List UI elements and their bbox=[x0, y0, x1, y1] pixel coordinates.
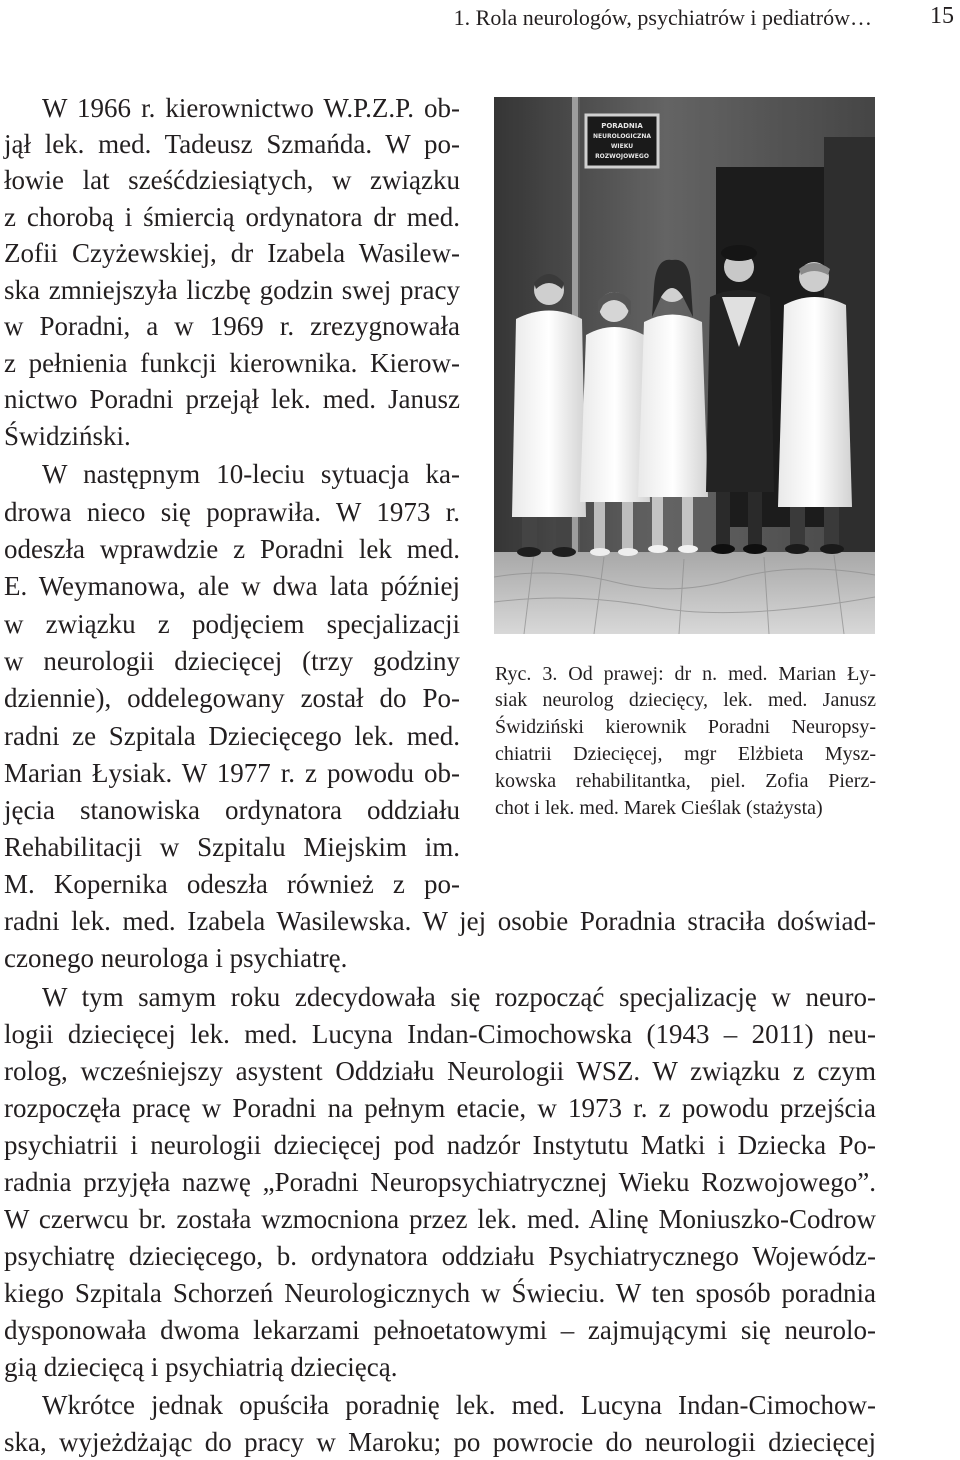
photo-illustration bbox=[494, 97, 875, 634]
text-line: drowa nieco się poprawiła. W 1973 r. bbox=[4, 497, 460, 527]
text-line: czonego neurologa i psychiatrę. bbox=[4, 943, 348, 973]
text-line: nictwo Poradni przejął lek. med. Janusz bbox=[4, 384, 460, 414]
caption-line: Świdziński kierownik Poradni Neuropsy- bbox=[495, 716, 876, 738]
text-line: radni lek. med. Izabela Wasilewska. W jej osobie Poradnia straciła doświad- bbox=[4, 906, 876, 936]
caption-line: kowska rehabilitantka, piel. Zofia Pierz- bbox=[495, 770, 876, 792]
figure-photo bbox=[494, 97, 875, 634]
text-line: kiego Szpitala Schorzeń Neurologicznych w Świeciu. W ten sposób poradnia bbox=[4, 1278, 876, 1308]
caption-line: chot i lek. med. Marek Cieślak (stażysta) bbox=[495, 797, 823, 819]
text-line: gią dziecięcą i psychiatrią dziecięcą. bbox=[4, 1352, 398, 1382]
text-line: z chorobą i śmiercią ordynatora dr med. bbox=[4, 202, 460, 232]
caption-line: siak neurolog dziecięcy, lek. med. Janusz bbox=[495, 689, 876, 711]
text-line: rozpoczęła pracę w Poradni na pełnym etacie, w 1973 r. z powodu przejścia bbox=[4, 1093, 876, 1123]
text-line: rolog, wcześniejszy asystent Oddziału Neurologii WSZ. W związku z czym bbox=[4, 1056, 876, 1086]
text-line: radnia przyjęła nazwę „Poradni Neuropsychiatrycznej Wieku Rozwojowego”. bbox=[4, 1167, 876, 1197]
text-line: W tym samym roku zdecydowała się rozpocząć specjalizację w neuro- bbox=[42, 982, 876, 1012]
svg-text:ROZWOJOWEGO: ROZWOJOWEGO bbox=[595, 153, 649, 160]
text-line: Marian Łysiak. W 1977 r. z powodu ob- bbox=[4, 758, 460, 788]
svg-text:WIEKU: WIEKU bbox=[610, 143, 634, 150]
text-line: odeszła wprawdzie z Poradni lek med. bbox=[4, 534, 460, 564]
text-line: w neurologii dziecięcej (trzy godziny bbox=[4, 646, 460, 676]
text-line: łowie lat sześćdziesiątych, w związku bbox=[4, 165, 460, 195]
text-line: jęcia stanowiska ordynatora oddziału bbox=[4, 795, 460, 825]
page-number: 15 bbox=[930, 3, 954, 29]
text-line: jął lek. med. Tadeusz Szmańda. W po- bbox=[4, 129, 460, 159]
text-line: Świdziński. bbox=[4, 421, 131, 451]
text-line: psychiatrę dziecięcego, b. ordynatora oddziału Psychiatrycznego Wojewódz- bbox=[4, 1241, 876, 1271]
text-line: M. Kopernika odeszła również z po- bbox=[4, 869, 460, 899]
text-line: W 1966 r. kierownictwo W.P.Z.P. ob- bbox=[42, 93, 460, 123]
svg-text:NEUROLOGICZNA: NEUROLOGICZNA bbox=[593, 133, 651, 140]
text-line: Rehabilitacji w Szpitalu Miejskim im. bbox=[4, 832, 460, 862]
text-line: w związku z podjęciem specjalizacji bbox=[4, 609, 460, 639]
chapter-title: 1. Rola neurologów, psychiatrów i pediatrów… bbox=[453, 5, 872, 30]
person-1 bbox=[512, 274, 586, 557]
text-line: ska zmniejszyła liczbę godzin swej pracy bbox=[4, 275, 460, 305]
text-line: w Poradni, a w 1969 r. zrezygnowała bbox=[4, 311, 460, 341]
text-line: E. Weymanowa, ale w dwa lata później bbox=[4, 571, 460, 601]
text-line: W czerwcu br. została wzmocniona przez lek. med. Alinę Moniuszko-Codrow bbox=[4, 1204, 876, 1234]
text-line: Wkrótce jednak opuściła poradnię lek. med. Lucyna Indan-Cimochow- bbox=[42, 1390, 876, 1420]
text-line: z pełnienia funkcji kierownika. Kierow- bbox=[4, 348, 460, 378]
svg-text:PORADNIA: PORADNIA bbox=[601, 122, 643, 130]
text-line: W następnym 10-leciu sytuacja ka- bbox=[42, 459, 460, 489]
caption-line: Ryc. 3. Od prawej: dr n. med. Marian Ły- bbox=[495, 663, 876, 685]
running-header bbox=[0, 0, 960, 40]
caption-line: chiatrii Dziecięcej, mgr Elżbieta Mysz- bbox=[495, 743, 876, 765]
text-line: dziennie), oddelegowany został do Po- bbox=[4, 683, 460, 713]
text-line: Zofii Czyżewskiej, dr Izabela Wasilew- bbox=[4, 238, 460, 268]
text-line: logii dziecięcej lek. med. Lucyna Indan-Cimochowska (1943 – 2011) neu- bbox=[4, 1019, 876, 1049]
text-line: ska, wyjeżdżając do pracy w Maroku; po powrocie do neurologii dziecięcej bbox=[4, 1427, 876, 1457]
text-line: dysponowała dwoma lekarzami pełnoetatowymi – zajmującymi się neurolo- bbox=[4, 1315, 876, 1345]
text-line: psychiatrii i neurologii dziecięcej pod nadzór Instytutu Matki i Dziecka Po- bbox=[4, 1130, 876, 1160]
text-line: radni ze Szpitala Dziecięcego lek. med. bbox=[4, 721, 460, 751]
